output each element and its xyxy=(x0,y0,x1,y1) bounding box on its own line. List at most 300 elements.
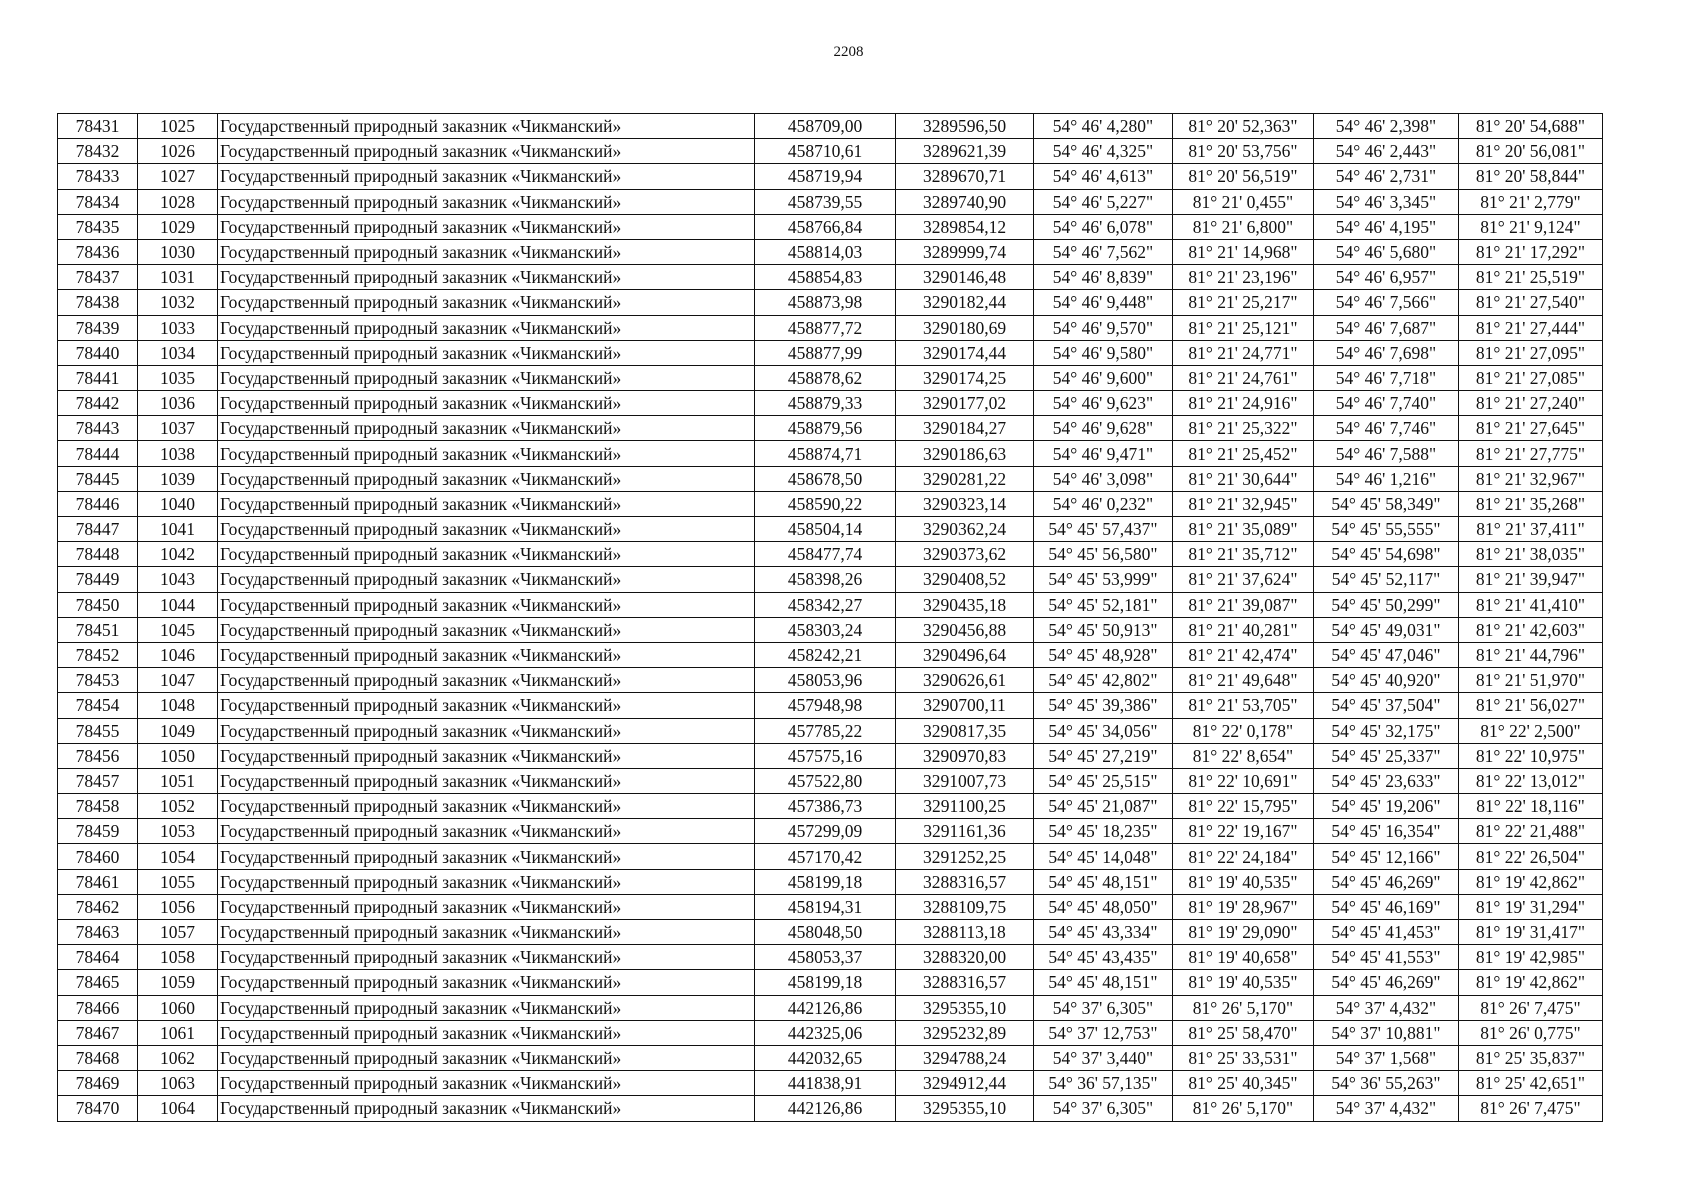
longitude-2-cell: 81° 21' 27,444" xyxy=(1459,315,1603,340)
point-number-cell: 1054 xyxy=(138,844,218,869)
y-coordinate-cell: 3290435,18 xyxy=(896,592,1034,617)
latitude-1-cell: 54° 46' 5,227" xyxy=(1034,189,1173,214)
row-number-cell: 78452 xyxy=(58,642,138,667)
longitude-2-cell: 81° 21' 27,775" xyxy=(1459,441,1603,466)
row-number-cell: 78438 xyxy=(58,290,138,315)
table-row xyxy=(58,920,1603,945)
object-name-cell: Государственный природный заказник «Чикманский» xyxy=(218,894,755,919)
table-row xyxy=(58,693,1603,718)
latitude-2-cell: 54° 37' 4,432" xyxy=(1314,995,1459,1020)
x-coordinate-cell: 458590,22 xyxy=(755,491,896,516)
latitude-2-cell: 54° 46' 7,698" xyxy=(1314,340,1459,365)
longitude-2-cell: 81° 22' 18,116" xyxy=(1459,794,1603,819)
object-name-cell: Государственный природный заказник «Чикманский» xyxy=(218,265,755,290)
object-name-cell: Государственный природный заказник «Чикманский» xyxy=(218,340,755,365)
x-coordinate-cell: 442032,65 xyxy=(755,1045,896,1070)
longitude-2-cell: 81° 21' 25,519" xyxy=(1459,265,1603,290)
x-coordinate-cell: 458873,98 xyxy=(755,290,896,315)
y-coordinate-cell: 3290373,62 xyxy=(896,542,1034,567)
object-name-cell: Государственный природный заказник «Чикманский» xyxy=(218,1096,755,1121)
latitude-1-cell: 54° 45' 48,151" xyxy=(1034,970,1173,995)
latitude-2-cell: 54° 46' 7,718" xyxy=(1314,365,1459,390)
row-number-cell: 78446 xyxy=(58,491,138,516)
latitude-1-cell: 54° 45' 21,087" xyxy=(1034,794,1173,819)
y-coordinate-cell: 3289854,12 xyxy=(896,214,1034,239)
table-row xyxy=(58,139,1603,164)
latitude-2-cell: 54° 45' 58,349" xyxy=(1314,491,1459,516)
x-coordinate-cell: 457299,09 xyxy=(755,819,896,844)
longitude-2-cell: 81° 20' 58,844" xyxy=(1459,164,1603,189)
y-coordinate-cell: 3289670,71 xyxy=(896,164,1034,189)
point-number-cell: 1040 xyxy=(138,491,218,516)
row-number-cell: 78448 xyxy=(58,542,138,567)
table-row xyxy=(58,239,1603,264)
longitude-2-cell: 81° 22' 10,975" xyxy=(1459,743,1603,768)
row-number-cell: 78447 xyxy=(58,517,138,542)
longitude-2-cell: 81° 25' 42,651" xyxy=(1459,1071,1603,1096)
table-row xyxy=(58,970,1603,995)
latitude-1-cell: 54° 45' 18,235" xyxy=(1034,819,1173,844)
point-number-cell: 1030 xyxy=(138,239,218,264)
page-number: 2208 xyxy=(833,44,864,60)
latitude-1-cell: 54° 46' 9,448" xyxy=(1034,290,1173,315)
table-row xyxy=(58,416,1603,441)
latitude-1-cell: 54° 45' 43,435" xyxy=(1034,945,1173,970)
y-coordinate-cell: 3290970,83 xyxy=(896,743,1034,768)
object-name-cell: Государственный природный заказник «Чикманский» xyxy=(218,592,755,617)
x-coordinate-cell: 458854,83 xyxy=(755,265,896,290)
row-number-cell: 78431 xyxy=(58,114,138,139)
longitude-2-cell: 81° 21' 2,779" xyxy=(1459,189,1603,214)
latitude-1-cell: 54° 46' 9,600" xyxy=(1034,365,1173,390)
longitude-1-cell: 81° 20' 52,363" xyxy=(1173,114,1314,139)
x-coordinate-cell: 458719,94 xyxy=(755,164,896,189)
object-name-cell: Государственный природный заказник «Чикманский» xyxy=(218,139,755,164)
y-coordinate-cell: 3290180,69 xyxy=(896,315,1034,340)
point-number-cell: 1053 xyxy=(138,819,218,844)
point-number-cell: 1046 xyxy=(138,642,218,667)
x-coordinate-cell: 458709,00 xyxy=(755,114,896,139)
point-number-cell: 1050 xyxy=(138,743,218,768)
table-row xyxy=(58,1020,1603,1045)
point-number-cell: 1036 xyxy=(138,391,218,416)
y-coordinate-cell: 3290700,11 xyxy=(896,693,1034,718)
latitude-2-cell: 54° 45' 49,031" xyxy=(1314,617,1459,642)
table-row xyxy=(58,466,1603,491)
row-number-cell: 78468 xyxy=(58,1045,138,1070)
x-coordinate-cell: 458053,37 xyxy=(755,945,896,970)
longitude-1-cell: 81° 22' 19,167" xyxy=(1173,819,1314,844)
latitude-1-cell: 54° 45' 42,802" xyxy=(1034,668,1173,693)
table-row xyxy=(58,1096,1603,1121)
row-number-cell: 78469 xyxy=(58,1071,138,1096)
x-coordinate-cell: 458242,21 xyxy=(755,642,896,667)
longitude-2-cell: 81° 21' 27,645" xyxy=(1459,416,1603,441)
x-coordinate-cell: 458879,33 xyxy=(755,391,896,416)
object-name-cell: Государственный природный заказник «Чикманский» xyxy=(218,239,755,264)
row-number-cell: 78467 xyxy=(58,1020,138,1045)
object-name-cell: Государственный природный заказник «Чикманский» xyxy=(218,693,755,718)
longitude-1-cell: 81° 19' 40,658" xyxy=(1173,945,1314,970)
row-number-cell: 78440 xyxy=(58,340,138,365)
object-name-cell: Государственный природный заказник «Чикманский» xyxy=(218,617,755,642)
point-number-cell: 1059 xyxy=(138,970,218,995)
longitude-1-cell: 81° 21' 25,452" xyxy=(1173,441,1314,466)
point-number-cell: 1051 xyxy=(138,768,218,793)
row-number-cell: 78450 xyxy=(58,592,138,617)
latitude-2-cell: 54° 45' 19,206" xyxy=(1314,794,1459,819)
latitude-1-cell: 54° 37' 3,440" xyxy=(1034,1045,1173,1070)
x-coordinate-cell: 442325,06 xyxy=(755,1020,896,1045)
object-name-cell: Государственный природный заказник «Чикманский» xyxy=(218,718,755,743)
x-coordinate-cell: 458879,56 xyxy=(755,416,896,441)
x-coordinate-cell: 458199,18 xyxy=(755,869,896,894)
table-row xyxy=(58,1045,1603,1070)
row-number-cell: 78465 xyxy=(58,970,138,995)
x-coordinate-cell: 458504,14 xyxy=(755,517,896,542)
longitude-2-cell: 81° 21' 51,970" xyxy=(1459,668,1603,693)
longitude-1-cell: 81° 25' 58,470" xyxy=(1173,1020,1314,1045)
x-coordinate-cell: 458678,50 xyxy=(755,466,896,491)
object-name-cell: Государственный природный заказник «Чикманский» xyxy=(218,391,755,416)
x-coordinate-cell: 458199,18 xyxy=(755,970,896,995)
longitude-1-cell: 81° 22' 0,178" xyxy=(1173,718,1314,743)
latitude-1-cell: 54° 45' 34,056" xyxy=(1034,718,1173,743)
longitude-1-cell: 81° 21' 14,968" xyxy=(1173,239,1314,264)
row-number-cell: 78460 xyxy=(58,844,138,869)
latitude-1-cell: 54° 46' 6,078" xyxy=(1034,214,1173,239)
longitude-1-cell: 81° 26' 5,170" xyxy=(1173,995,1314,1020)
latitude-1-cell: 54° 36' 57,135" xyxy=(1034,1071,1173,1096)
table-row xyxy=(58,592,1603,617)
x-coordinate-cell: 457386,73 xyxy=(755,794,896,819)
longitude-2-cell: 81° 21' 42,603" xyxy=(1459,617,1603,642)
y-coordinate-cell: 3289999,74 xyxy=(896,239,1034,264)
latitude-2-cell: 54° 45' 41,553" xyxy=(1314,945,1459,970)
longitude-1-cell: 81° 21' 42,474" xyxy=(1173,642,1314,667)
latitude-2-cell: 54° 46' 6,957" xyxy=(1314,265,1459,290)
y-coordinate-cell: 3289621,39 xyxy=(896,139,1034,164)
latitude-2-cell: 54° 45' 47,046" xyxy=(1314,642,1459,667)
table-row xyxy=(58,391,1603,416)
x-coordinate-cell: 457785,22 xyxy=(755,718,896,743)
longitude-1-cell: 81° 21' 24,771" xyxy=(1173,340,1314,365)
longitude-1-cell: 81° 19' 40,535" xyxy=(1173,869,1314,894)
latitude-1-cell: 54° 45' 48,050" xyxy=(1034,894,1173,919)
longitude-2-cell: 81° 19' 42,862" xyxy=(1459,970,1603,995)
latitude-1-cell: 54° 37' 12,753" xyxy=(1034,1020,1173,1045)
y-coordinate-cell: 3289596,50 xyxy=(896,114,1034,139)
row-number-cell: 78454 xyxy=(58,693,138,718)
longitude-2-cell: 81° 20' 56,081" xyxy=(1459,139,1603,164)
y-coordinate-cell: 3288109,75 xyxy=(896,894,1034,919)
y-coordinate-cell: 3290146,48 xyxy=(896,265,1034,290)
longitude-1-cell: 81° 19' 40,535" xyxy=(1173,970,1314,995)
longitude-2-cell: 81° 21' 56,027" xyxy=(1459,693,1603,718)
point-number-cell: 1055 xyxy=(138,869,218,894)
point-number-cell: 1064 xyxy=(138,1096,218,1121)
latitude-1-cell: 54° 45' 27,219" xyxy=(1034,743,1173,768)
latitude-1-cell: 54° 45' 50,913" xyxy=(1034,617,1173,642)
latitude-2-cell: 54° 46' 2,443" xyxy=(1314,139,1459,164)
latitude-1-cell: 54° 46' 4,280" xyxy=(1034,114,1173,139)
table-row xyxy=(58,491,1603,516)
x-coordinate-cell: 458739,55 xyxy=(755,189,896,214)
longitude-2-cell: 81° 22' 2,500" xyxy=(1459,718,1603,743)
row-number-cell: 78466 xyxy=(58,995,138,1020)
object-name-cell: Государственный природный заказник «Чикманский» xyxy=(218,189,755,214)
longitude-2-cell: 81° 25' 35,837" xyxy=(1459,1045,1603,1070)
x-coordinate-cell: 458477,74 xyxy=(755,542,896,567)
table-row xyxy=(58,668,1603,693)
y-coordinate-cell: 3295355,10 xyxy=(896,1096,1034,1121)
table-row xyxy=(58,995,1603,1020)
longitude-1-cell: 81° 22' 15,795" xyxy=(1173,794,1314,819)
x-coordinate-cell: 457575,16 xyxy=(755,743,896,768)
row-number-cell: 78449 xyxy=(58,567,138,592)
point-number-cell: 1047 xyxy=(138,668,218,693)
y-coordinate-cell: 3294788,24 xyxy=(896,1045,1034,1070)
longitude-2-cell: 81° 21' 44,796" xyxy=(1459,642,1603,667)
x-coordinate-cell: 458194,31 xyxy=(755,894,896,919)
point-number-cell: 1048 xyxy=(138,693,218,718)
table-row xyxy=(58,517,1603,542)
object-name-cell: Государственный природный заказник «Чикманский» xyxy=(218,844,755,869)
x-coordinate-cell: 457522,80 xyxy=(755,768,896,793)
table-row xyxy=(58,290,1603,315)
latitude-1-cell: 54° 46' 9,628" xyxy=(1034,416,1173,441)
row-number-cell: 78455 xyxy=(58,718,138,743)
latitude-2-cell: 54° 37' 4,432" xyxy=(1314,1096,1459,1121)
row-number-cell: 78434 xyxy=(58,189,138,214)
point-number-cell: 1034 xyxy=(138,340,218,365)
longitude-1-cell: 81° 20' 53,756" xyxy=(1173,139,1314,164)
y-coordinate-cell: 3295355,10 xyxy=(896,995,1034,1020)
latitude-1-cell: 54° 45' 48,151" xyxy=(1034,869,1173,894)
object-name-cell: Государственный природный заказник «Чикманский» xyxy=(218,920,755,945)
latitude-1-cell: 54° 45' 53,999" xyxy=(1034,567,1173,592)
row-number-cell: 78464 xyxy=(58,945,138,970)
longitude-1-cell: 81° 22' 8,654" xyxy=(1173,743,1314,768)
object-name-cell: Государственный природный заказник «Чикманский» xyxy=(218,642,755,667)
latitude-1-cell: 54° 46' 0,232" xyxy=(1034,491,1173,516)
longitude-1-cell: 81° 21' 40,281" xyxy=(1173,617,1314,642)
table-row xyxy=(58,945,1603,970)
row-number-cell: 78463 xyxy=(58,920,138,945)
x-coordinate-cell: 458877,99 xyxy=(755,340,896,365)
latitude-1-cell: 54° 45' 43,334" xyxy=(1034,920,1173,945)
longitude-2-cell: 81° 21' 35,268" xyxy=(1459,491,1603,516)
row-number-cell: 78436 xyxy=(58,239,138,264)
point-number-cell: 1025 xyxy=(138,114,218,139)
object-name-cell: Государственный природный заказник «Чикманский» xyxy=(218,794,755,819)
object-name-cell: Государственный природный заказник «Чикманский» xyxy=(218,491,755,516)
y-coordinate-cell: 3295232,89 xyxy=(896,1020,1034,1045)
latitude-2-cell: 54° 45' 46,269" xyxy=(1314,970,1459,995)
object-name-cell: Государственный природный заказник «Чикманский» xyxy=(218,1045,755,1070)
table-row xyxy=(58,114,1603,139)
y-coordinate-cell: 3289740,90 xyxy=(896,189,1034,214)
point-number-cell: 1049 xyxy=(138,718,218,743)
object-name-cell: Государственный природный заказник «Чикманский» xyxy=(218,567,755,592)
longitude-2-cell: 81° 21' 9,124" xyxy=(1459,214,1603,239)
point-number-cell: 1056 xyxy=(138,894,218,919)
latitude-1-cell: 54° 46' 3,098" xyxy=(1034,466,1173,491)
point-number-cell: 1029 xyxy=(138,214,218,239)
longitude-2-cell: 81° 21' 27,540" xyxy=(1459,290,1603,315)
table-row xyxy=(58,1071,1603,1096)
latitude-2-cell: 54° 46' 1,216" xyxy=(1314,466,1459,491)
table-row xyxy=(58,642,1603,667)
longitude-1-cell: 81° 20' 56,519" xyxy=(1173,164,1314,189)
latitude-2-cell: 54° 46' 7,746" xyxy=(1314,416,1459,441)
object-name-cell: Государственный природный заказник «Чикманский» xyxy=(218,819,755,844)
row-number-cell: 78459 xyxy=(58,819,138,844)
longitude-1-cell: 81° 21' 25,121" xyxy=(1173,315,1314,340)
longitude-1-cell: 81° 21' 35,712" xyxy=(1173,542,1314,567)
latitude-1-cell: 54° 45' 14,048" xyxy=(1034,844,1173,869)
point-number-cell: 1037 xyxy=(138,416,218,441)
longitude-1-cell: 81° 25' 33,531" xyxy=(1173,1045,1314,1070)
latitude-2-cell: 54° 45' 46,269" xyxy=(1314,869,1459,894)
x-coordinate-cell: 442126,86 xyxy=(755,995,896,1020)
point-number-cell: 1045 xyxy=(138,617,218,642)
latitude-1-cell: 54° 45' 39,386" xyxy=(1034,693,1173,718)
row-number-cell: 78453 xyxy=(58,668,138,693)
object-name-cell: Государственный природный заказник «Чикманский» xyxy=(218,869,755,894)
longitude-2-cell: 81° 22' 26,504" xyxy=(1459,844,1603,869)
y-coordinate-cell: 3288113,18 xyxy=(896,920,1034,945)
latitude-2-cell: 54° 46' 2,398" xyxy=(1314,114,1459,139)
table-row xyxy=(58,365,1603,390)
object-name-cell: Государственный природный заказник «Чикманский» xyxy=(218,668,755,693)
longitude-1-cell: 81° 22' 24,184" xyxy=(1173,844,1314,869)
latitude-2-cell: 54° 46' 7,740" xyxy=(1314,391,1459,416)
object-name-cell: Государственный природный заказник «Чикманский» xyxy=(218,970,755,995)
latitude-2-cell: 54° 46' 7,687" xyxy=(1314,315,1459,340)
latitude-2-cell: 54° 46' 3,345" xyxy=(1314,189,1459,214)
y-coordinate-cell: 3291161,36 xyxy=(896,819,1034,844)
object-name-cell: Государственный природный заказник «Чикманский» xyxy=(218,164,755,189)
object-name-cell: Государственный природный заказник «Чикманский» xyxy=(218,466,755,491)
longitude-2-cell: 81° 19' 42,985" xyxy=(1459,945,1603,970)
latitude-2-cell: 54° 45' 32,175" xyxy=(1314,718,1459,743)
latitude-1-cell: 54° 45' 56,580" xyxy=(1034,542,1173,567)
row-number-cell: 78439 xyxy=(58,315,138,340)
longitude-1-cell: 81° 19' 29,090" xyxy=(1173,920,1314,945)
x-coordinate-cell: 458303,24 xyxy=(755,617,896,642)
y-coordinate-cell: 3290362,24 xyxy=(896,517,1034,542)
longitude-1-cell: 81° 21' 37,624" xyxy=(1173,567,1314,592)
x-coordinate-cell: 458874,71 xyxy=(755,441,896,466)
latitude-1-cell: 54° 46' 9,623" xyxy=(1034,391,1173,416)
longitude-1-cell: 81° 21' 30,644" xyxy=(1173,466,1314,491)
y-coordinate-cell: 3290408,52 xyxy=(896,567,1034,592)
longitude-2-cell: 81° 26' 7,475" xyxy=(1459,1096,1603,1121)
latitude-2-cell: 54° 45' 54,698" xyxy=(1314,542,1459,567)
table-row xyxy=(58,315,1603,340)
row-number-cell: 78443 xyxy=(58,416,138,441)
object-name-cell: Государственный природный заказник «Чикманский» xyxy=(218,214,755,239)
object-name-cell: Государственный природный заказник «Чикманский» xyxy=(218,365,755,390)
latitude-2-cell: 54° 45' 25,337" xyxy=(1314,743,1459,768)
row-number-cell: 78433 xyxy=(58,164,138,189)
x-coordinate-cell: 458048,50 xyxy=(755,920,896,945)
y-coordinate-cell: 3290626,61 xyxy=(896,668,1034,693)
point-number-cell: 1033 xyxy=(138,315,218,340)
x-coordinate-cell: 458814,03 xyxy=(755,239,896,264)
y-coordinate-cell: 3288320,00 xyxy=(896,945,1034,970)
table-row xyxy=(58,819,1603,844)
latitude-2-cell: 54° 46' 7,566" xyxy=(1314,290,1459,315)
longitude-2-cell: 81° 21' 27,240" xyxy=(1459,391,1603,416)
table-row xyxy=(58,743,1603,768)
point-number-cell: 1062 xyxy=(138,1045,218,1070)
object-name-cell: Государственный природный заказник «Чикманский» xyxy=(218,743,755,768)
y-coordinate-cell: 3290186,63 xyxy=(896,441,1034,466)
object-name-cell: Государственный природный заказник «Чикманский» xyxy=(218,441,755,466)
longitude-1-cell: 81° 21' 49,648" xyxy=(1173,668,1314,693)
latitude-1-cell: 54° 37' 6,305" xyxy=(1034,995,1173,1020)
latitude-1-cell: 54° 46' 4,325" xyxy=(1034,139,1173,164)
object-name-cell: Государственный природный заказник «Чикманский» xyxy=(218,945,755,970)
latitude-1-cell: 54° 46' 8,839" xyxy=(1034,265,1173,290)
table-row xyxy=(58,794,1603,819)
row-number-cell: 78444 xyxy=(58,441,138,466)
point-number-cell: 1026 xyxy=(138,139,218,164)
longitude-2-cell: 81° 19' 42,862" xyxy=(1459,869,1603,894)
coordinates-table-body xyxy=(58,114,1603,1122)
x-coordinate-cell: 458342,27 xyxy=(755,592,896,617)
row-number-cell: 78432 xyxy=(58,139,138,164)
object-name-cell: Государственный природный заказник «Чикманский» xyxy=(218,517,755,542)
longitude-1-cell: 81° 26' 5,170" xyxy=(1173,1096,1314,1121)
point-number-cell: 1063 xyxy=(138,1071,218,1096)
latitude-2-cell: 54° 45' 50,299" xyxy=(1314,592,1459,617)
row-number-cell: 78461 xyxy=(58,869,138,894)
point-number-cell: 1038 xyxy=(138,441,218,466)
latitude-2-cell: 54° 45' 23,633" xyxy=(1314,768,1459,793)
row-number-cell: 78451 xyxy=(58,617,138,642)
table-row xyxy=(58,894,1603,919)
latitude-2-cell: 54° 37' 10,881" xyxy=(1314,1020,1459,1045)
longitude-2-cell: 81° 19' 31,417" xyxy=(1459,920,1603,945)
latitude-2-cell: 54° 45' 16,354" xyxy=(1314,819,1459,844)
object-name-cell: Государственный природный заказник «Чикманский» xyxy=(218,416,755,441)
longitude-1-cell: 81° 21' 6,800" xyxy=(1173,214,1314,239)
longitude-2-cell: 81° 21' 17,292" xyxy=(1459,239,1603,264)
y-coordinate-cell: 3291252,25 xyxy=(896,844,1034,869)
longitude-2-cell: 81° 21' 41,410" xyxy=(1459,592,1603,617)
point-number-cell: 1041 xyxy=(138,517,218,542)
point-number-cell: 1042 xyxy=(138,542,218,567)
latitude-2-cell: 54° 46' 4,195" xyxy=(1314,214,1459,239)
table-row xyxy=(58,542,1603,567)
object-name-cell: Государственный природный заказник «Чикманский» xyxy=(218,542,755,567)
longitude-2-cell: 81° 22' 21,488" xyxy=(1459,819,1603,844)
point-number-cell: 1061 xyxy=(138,1020,218,1045)
row-number-cell: 78442 xyxy=(58,391,138,416)
row-number-cell: 78435 xyxy=(58,214,138,239)
table-row xyxy=(58,718,1603,743)
x-coordinate-cell: 458877,72 xyxy=(755,315,896,340)
row-number-cell: 78456 xyxy=(58,743,138,768)
longitude-1-cell: 81° 21' 24,916" xyxy=(1173,391,1314,416)
latitude-1-cell: 54° 46' 9,471" xyxy=(1034,441,1173,466)
row-number-cell: 78462 xyxy=(58,894,138,919)
latitude-2-cell: 54° 45' 52,117" xyxy=(1314,567,1459,592)
x-coordinate-cell: 458710,61 xyxy=(755,139,896,164)
